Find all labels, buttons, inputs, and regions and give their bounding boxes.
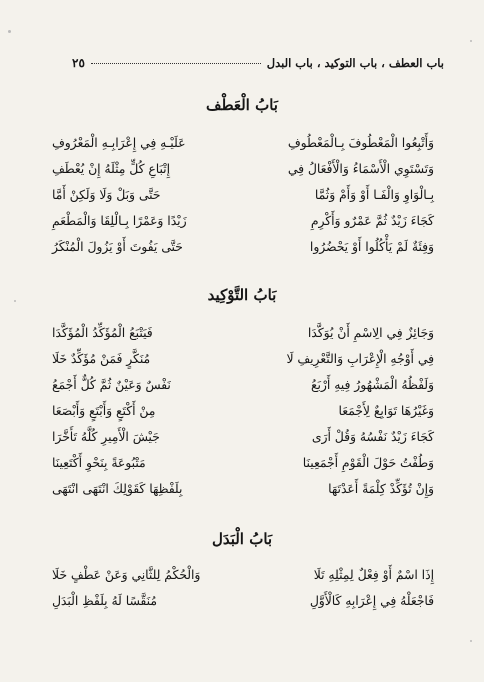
verse-second-hemistich: زَيْدًا وَعَمْرًا بِـالْلِقَا وَالْمَطْعَمِ (52, 214, 187, 228)
verse-second-hemistich: مَتْبُوعَةً بِنَحْوِ أَكْتَعِينَا (52, 456, 146, 470)
scan-speck (8, 30, 11, 33)
verse-line (52, 482, 434, 502)
verse-second-hemistich: عَلَيْـهِ فِي إِعْرَابِـهِ الْمَعْرُوفِ (52, 136, 186, 150)
section-title-badal: بَابُ الْبَدَل (211, 530, 273, 548)
verse-line (52, 188, 434, 208)
verse-first-hemistich: كَجَاءَ زَيْدٌ ثُمَّ عَمْرٌو وَأَكْرِمِ (310, 214, 434, 228)
verse-second-hemistich: فَيَتْبَعُ الْمُؤَكِّدُ الْمُؤَكَّدَا (52, 326, 153, 340)
verse-first-hemistich: وَأَتْبِعُوا الْمَعْطُوفَ بِـالْمَعْطُوفِ (287, 136, 434, 150)
scan-speck (14, 300, 16, 302)
verse-line (52, 568, 434, 588)
verse-second-hemistich: جَيْشَ الْأَمِيرِ كُلَّهُ تَأَخَّرَا (52, 430, 160, 444)
verse-line (52, 430, 434, 450)
verse-second-hemistich: حَتَّى وَبَلْ وَلَا وَلَكِنْ أَمَّا (52, 188, 161, 202)
verse-second-hemistich: حَتَّى يَفُوتَ أَوْ يَزُولَ الْمُنْكَرُ (52, 240, 183, 254)
section-title-tawkid: بَابُ التَّوْكِيد (207, 286, 277, 304)
verse-second-hemistich: وَالْحُكْمُ لِلثَّانِي وَعَنْ عَطْفٍ خَلَا (52, 568, 201, 582)
verse-second-hemistich: إِتْبَاعِ كُلٍّ مِثْلَهُ إِنْ يُعْطَفِ (52, 162, 171, 176)
verse-second-hemistich: بِلَفْظِهَا كَقَوْلِكَ انْتَهَى انْتَهَى (52, 482, 183, 496)
header-title: باب العطف ، باب التوكيد ، باب البدل (266, 56, 444, 70)
verse-first-hemistich: وَغَيْرُهَا تَوَابِعٌ لِأَجْمَعَا (338, 404, 434, 418)
verse-line (52, 162, 434, 182)
verse-first-hemistich: وَإِنْ تُؤَكِّدْ كِلْمَةً أَعَدْتَهَا (328, 482, 434, 496)
verse-second-hemistich: مُنَكَّرٍ فَمَنْ مُؤَكِّدٌ خَلَا (52, 352, 151, 366)
section-title-atf: بَابُ الْعَطْف (206, 96, 278, 114)
verse-first-hemistich: فِي أَوْجُهِ الْإِعْرَابِ وَالتَّعْرِيفِ لَا (286, 352, 434, 366)
verse-line (52, 404, 434, 424)
verse-first-hemistich: كَجَاءَ زَيْدٌ نَفْسُهُ وَقُلْ أَرَى (311, 430, 434, 444)
verse-first-hemistich: وَتَسْتَوِي الْأَسْمَاءُ وَالْأَفْعَالُ فِي (287, 162, 434, 176)
verse-line (52, 378, 434, 398)
header-rule (91, 63, 261, 64)
verse-second-hemistich: مِنْ أَكْتَعٍ وَأَبْتَعٍ وَأَبْصَعَا (52, 404, 156, 418)
verse-line (52, 352, 434, 372)
verse-first-hemistich: وَجَائِزٌ فِي الِاسْمِ أَنْ يُوَكَّدَا (307, 326, 434, 340)
verse-line (52, 240, 434, 260)
verse-first-hemistich: إِذَا اسْمٌ أَوْ فِعْلٌ لِمِثْلِهِ تَلَا (313, 568, 434, 582)
verse-line (52, 456, 434, 476)
verse-first-hemistich: وَفِئَةٌ لَمْ يَأْكُلُوا أَوْ يَحْضُرُوا (309, 240, 434, 254)
running-header (72, 52, 444, 74)
verse-second-hemistich: مُنَقَّسًا لَهُ بِلَفْظِ الْبَدَلِ (52, 594, 157, 608)
verse-first-hemistich: بِـالْوَاوِ وَالْفَـا أَوْ وَأَمْ وَثُمَّا (314, 188, 434, 202)
verse-line (52, 136, 434, 156)
verse-second-hemistich: نَفْسٌ وَعَيْنٌ ثُمَّ كُلٌّ أَجْمَعُ (52, 378, 171, 392)
verse-first-hemistich: وَلَفْظُهُ الْمَشْهُورُ فِيهِ أَرْبَعُ (310, 378, 434, 392)
verse-first-hemistich: فَاجْعَلْهُ فِي إِعْرَابِهِ كَالْأَوَّلِ (309, 594, 434, 608)
page-number: ٢٥ (72, 56, 85, 70)
verse-line (52, 594, 434, 614)
verse-first-hemistich: وَطُفْتُ حَوْلَ الْقَوْمِ أَجْمَعِينَا (302, 456, 434, 470)
scan-speck (470, 40, 472, 42)
verse-line (52, 326, 434, 346)
scan-speck (470, 640, 472, 642)
verse-line (52, 214, 434, 234)
